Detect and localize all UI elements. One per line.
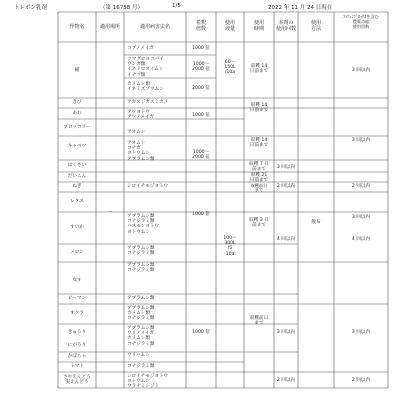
crop-nasu: なす	[72, 278, 82, 283]
col-header-timing: 使用 時期	[253, 20, 264, 32]
crop-kibi: きび	[72, 100, 82, 105]
pest-cell: アブラムシ類 コナジラミ類	[127, 246, 155, 257]
pest-cell: アオムシ	[127, 130, 146, 135]
crop-lettuce: レタス	[70, 199, 84, 204]
crop-kabocha: かぼちゃ	[67, 354, 87, 359]
product-name: トレボン乳剤	[14, 5, 48, 11]
uses-cell: 4 回以内	[276, 237, 296, 242]
crop-endou: さやえんどう 実えんどう	[63, 375, 91, 386]
total-uses-cell: 4 回以内	[351, 237, 371, 242]
crop-kyuri: きゅうり	[67, 330, 87, 335]
pest-cell: ツマグロヨコバイ ウンカ類 イネドロオイムシ イナゴ類	[127, 57, 164, 78]
crop-nigauri: にがうり	[67, 343, 87, 348]
pest-cell: ウリハムシ	[127, 353, 150, 358]
col-header-method: 使用 方法	[310, 20, 321, 32]
col-header-pest: 適用病害虫名	[139, 24, 170, 30]
dilution-cell: 1000 倍	[192, 113, 210, 118]
timing-cell: 収穫 3 日 前まで	[249, 218, 269, 229]
dilution-cell: 1000 倍	[192, 212, 210, 217]
crop-piman: ピーマン	[67, 296, 87, 301]
uses-cell: 3 回以内	[276, 330, 296, 335]
crop-tomato: トマト	[70, 364, 84, 369]
col-header-location: 適用場所	[99, 24, 120, 30]
crop-cabbage: キャベツ	[67, 144, 87, 149]
as-of-date: 2022 年 11 月 24 日現在	[268, 5, 333, 11]
col-header-crop: 作物名	[69, 24, 85, 30]
pest-cell: アブラムシ類 ウリノメイガ カメムシ類 コナジラミ類	[127, 326, 155, 347]
pest-cell: シロイチモジヨトウ ヨトウムシ ウラナミシジミ	[127, 374, 169, 390]
pest-cell: アワヨトウ アワノメイガ	[127, 110, 155, 121]
crop-okra: オクラ	[70, 311, 84, 316]
pest-cell: シロイチモジヨトウ	[127, 184, 169, 189]
registration-number: （第 16758 号）	[100, 5, 143, 11]
location-value: ー	[107, 210, 113, 215]
crop-daikon: だいこん	[67, 174, 87, 179]
timing-cell: 収穫 21 日前まで	[249, 173, 269, 184]
timing-cell: 収穫 7 日 前まで	[249, 162, 269, 173]
crop-melon: メロン	[70, 250, 84, 255]
method-cell: 散布	[311, 220, 321, 225]
crop-negi: ねぎ	[72, 184, 82, 189]
dilution-cell: 1000～ 2000 倍	[192, 62, 210, 73]
pest-cell: アカスジカスミカメ	[127, 100, 169, 105]
pest-cell: アオムシ コナガ ヨトウムシ アブラムシ類	[127, 141, 155, 162]
uses-cell: 2 回以内	[276, 184, 296, 189]
timing-cell: 収穫前日 まで	[250, 183, 268, 193]
dilution-cell: 2000 倍	[192, 86, 210, 91]
volume-cell: 60～ 150L /10a	[224, 60, 236, 76]
col-header-volume: 使用 液量	[224, 20, 235, 32]
total-uses-cell: 3 回以内	[351, 330, 371, 335]
total-uses-cell: 2 回以内	[351, 184, 371, 189]
crop-rice: 稲	[74, 68, 80, 73]
crop-broccoli: ブロッコリー	[63, 125, 91, 130]
crop-suika: すいか	[70, 225, 84, 230]
timing-cell: 収穫 14 日前まで	[249, 138, 269, 149]
total-uses-cell: 3 回以内	[351, 215, 371, 220]
crop-awa: あわ	[72, 111, 82, 116]
dilution-cell: 1000 倍	[192, 330, 210, 335]
uses-cell: 2 回以内	[276, 378, 296, 383]
pest-cell: カメムシ類 イネミズゾウムシ	[127, 82, 164, 93]
pest-cell: コブノメイガ	[127, 46, 154, 51]
timing-cell: 収穫 14 日前まで	[249, 103, 269, 114]
col-header-total-uses: ｴﾄﾌｪﾝﾌﾟﾛｯｸｽを含む 農薬の総 使用回数	[343, 14, 379, 30]
crop-hakusai: はくさい	[67, 163, 87, 168]
timing-cell: 収穫前日 まで	[249, 316, 269, 327]
pest-cell: アブラムシ類	[127, 296, 155, 301]
col-header-uses: 本剤の 使用回数	[275, 20, 296, 32]
dilution-cell: 1000 倍	[192, 46, 210, 51]
col-header-dilution: 希釈 倍数	[195, 20, 206, 32]
total-uses-cell: 3 回以内	[351, 138, 371, 143]
total-uses-cell: 2 回以内	[351, 378, 371, 383]
pest-cell: コナジラミ類	[127, 364, 155, 369]
pest-cell: アブラムシ類 コナジラミ類	[127, 263, 155, 274]
volume-cell: 100～ 300L /5 10a	[223, 236, 237, 257]
dilution-cell: 1000～ 2000 倍	[192, 150, 210, 161]
uses-cell: 3 回以内	[276, 165, 296, 170]
pest-cell: アブラムシ類 カメムシ類 コナジラミ類	[127, 306, 155, 322]
total-uses-cell: 3 回以内	[351, 68, 371, 73]
timing-cell: 収穫 14 日前まで	[249, 64, 269, 75]
pest-cell: アブラムシ類 コナジラミ類 ハスモンヨトウ ヨトウムシ	[127, 214, 160, 235]
page-number: 1/5	[172, 3, 181, 9]
